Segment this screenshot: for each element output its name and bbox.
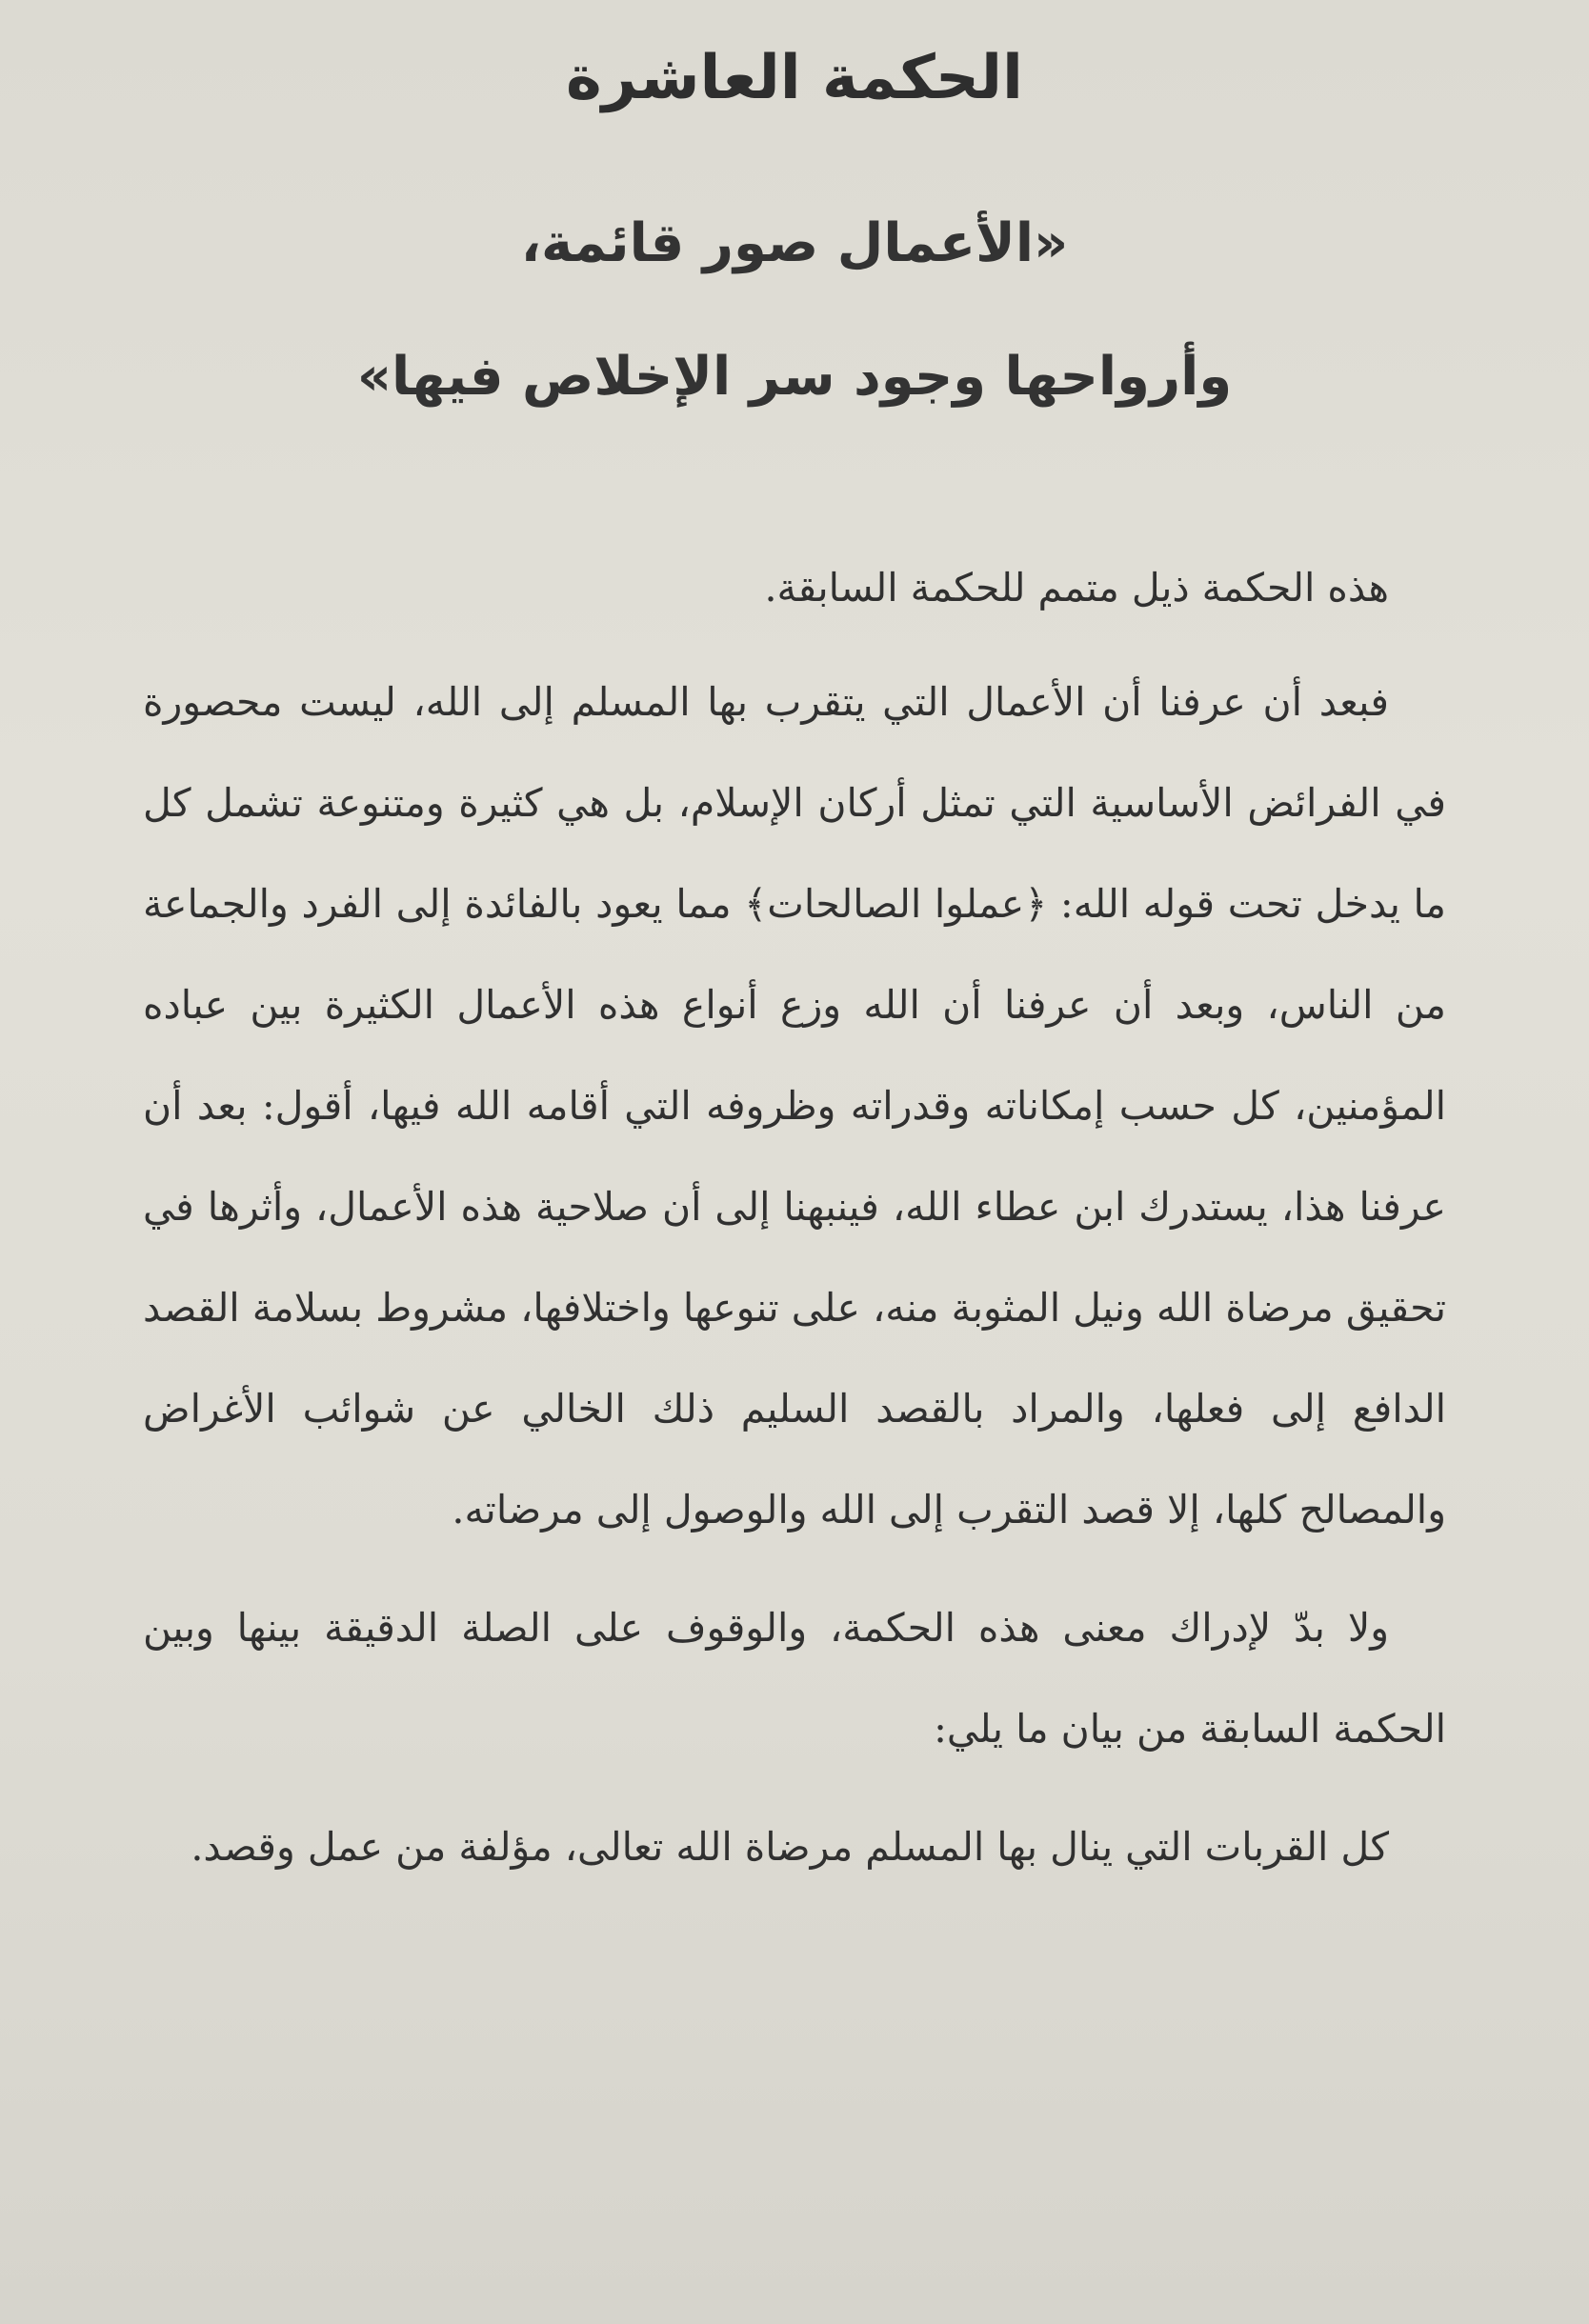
chapter-subtitle-line-1: «الأعمال صور قائمة،: [520, 212, 1069, 274]
paragraph-point: كل القربات التي ينال بها المسلم مرضاة الله تعالى، مؤلفة من عمل وقصد.: [191, 1824, 1389, 1870]
chapter-title: الحكمة العاشرة: [566, 43, 1023, 113]
body-text: [143, 537, 1446, 1897]
paragraph-intro: هذه الحكمة ذيل متمم للحكمة السابقة.: [764, 565, 1389, 611]
paragraph-main: فبعد أن عرفنا أن الأعمال التي يتقرب بها المسلم إلى الله، ليست محصورة في الفرائض الأساسية التي تمثل أركان الإسلام، بل هي كثيرة ومتنوعة تشمل كل ما يدخل تحت قوله الله: ﴿عملوا الصالحات﴾ مما يعود بالفائدة إلى الفرد والجماعة من الناس، وبعد أن عرفنا أن الله وزع أنواع هذه الأعمال الكثيرة بين عباده المؤمنين، كل حسب إمكاناته وقدراته وظروفه التي أقامه الله فيها، أقول: بعد أن عرفنا هذا، يستدرك ابن عطاء الله، فينبهنا إلى أن صلاحية هذه الأعمال، وأثرها في تحقيق مرضاة الله ونيل المثوبة منه، على تنوعها واختلافها، مشروط بسلامة القصد الدافع إلى فعلها، والمراد بالقصد السليم ذلك الخالي عن شوائب الأغراض والمصالح كلها، إلا قصد التقرب إلى الله والوصول إلى مرضاته.: [143, 679, 1446, 1533]
chapter-subtitle-line-2: وأرواحها وجود سر الإخلاص فيها»: [356, 346, 1233, 408]
paragraph-transition: ولا بدّ لإدراك معنى هذه الحكمة، والوقوف على الصلة الدقيقة بينها وبين الحكمة السابقة من بيان ما يلي:: [143, 1605, 1446, 1752]
